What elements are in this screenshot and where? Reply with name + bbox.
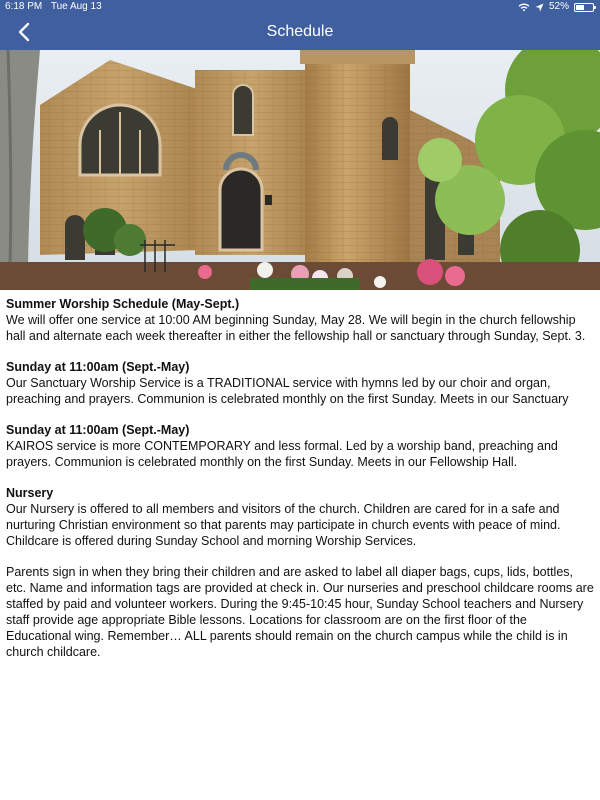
section-nursery-details bbox=[6, 564, 594, 660]
page-title: Schedule bbox=[266, 23, 334, 40]
section-contemporary-service bbox=[6, 422, 594, 470]
section-body: Parents sign in when they bring their children and are asked to label all diaper bags, cups, lids, bottles, etc. Name and information tags are provided at check in. Our nurseries and preschool childcare rooms are staffed by paid and volunteer workers. During the 9:45-10:45 hour, Sunday School teachers and Nursery staff provide age appropriate Bible lessons. Locations for classroom are on the first floor of the Educational wing. Remember… ALL parents should remain on the church campus while the child is in church childcare. bbox=[6, 565, 594, 659]
status-bar bbox=[0, 0, 600, 14]
church-photo bbox=[0, 50, 600, 290]
section-heading: Nursery bbox=[6, 486, 54, 500]
status-time: 6:18 PM bbox=[5, 1, 43, 12]
navigation-bar bbox=[0, 14, 600, 50]
battery-fill bbox=[576, 5, 584, 10]
status-date: Tue Aug 13 bbox=[50, 1, 102, 12]
section-body: KAIROS service is more CONTEMPORARY and less formal. Led by a worship band, preaching and prayers. Communion is celebrated monthly on the first Sunday. Meets in our Fellowship Hall. bbox=[6, 439, 558, 469]
wifi-icon bbox=[518, 2, 530, 12]
section-nursery bbox=[6, 485, 594, 549]
section-heading: Summer Worship Schedule (May-Sept.) bbox=[6, 297, 240, 311]
section-body: Our Sanctuary Worship Service is a TRADITIONAL service with hymns led by our choir and organ, preaching and prayers. Communion is celebrated monthly on the first Sunday. Meets in our Sanctuary bbox=[6, 376, 569, 406]
battery-icon bbox=[574, 3, 594, 12]
location-icon bbox=[535, 3, 544, 12]
church-illustration bbox=[0, 50, 600, 290]
battery-percent: 52% bbox=[548, 1, 569, 12]
section-body: Our Nursery is offered to all members and visitors of the church. Children are cared for in a safe and nurturing Christian environment so that parents may participate in church events with peace of mind. Childcare is offered during Sunday School and morning Worship Services. bbox=[6, 502, 561, 548]
schedule-content bbox=[6, 296, 594, 675]
section-heading: Sunday at 11:00am (Sept.-May) bbox=[6, 423, 190, 437]
section-traditional-service bbox=[6, 359, 594, 407]
section-body: We will offer one service at 10:00 AM beginning Sunday, May 28. We will begin in the church fellowship hall and alternate each week thereafter in either the fellowship hall or sanctuary through Sunday, Sept. 3. bbox=[6, 313, 586, 343]
section-heading: Sunday at 11:00am (Sept.-May) bbox=[6, 360, 190, 374]
section-summer-worship bbox=[6, 296, 594, 344]
